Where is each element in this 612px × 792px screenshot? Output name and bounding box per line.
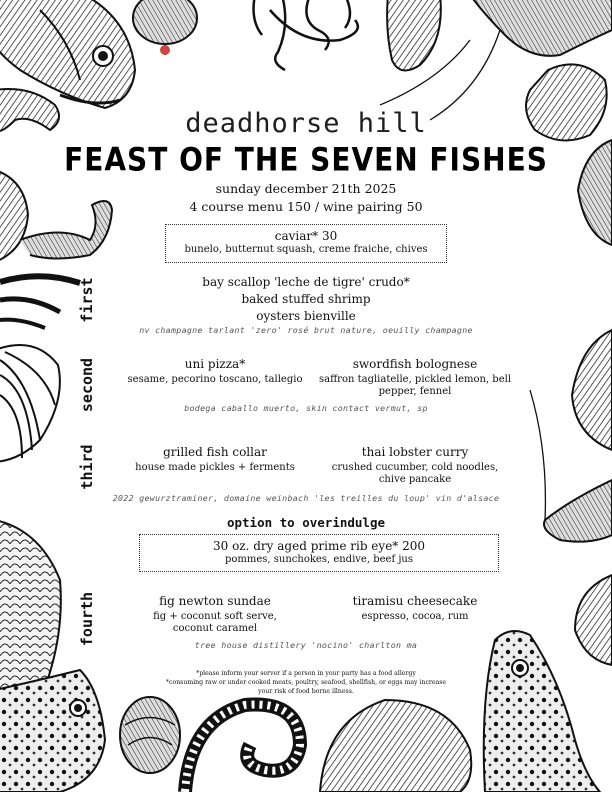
radish-illustration <box>133 0 197 55</box>
course-label-second: second <box>78 357 96 413</box>
first-dish-1: bay scallop 'leche de tigre' crudo* <box>202 275 410 289</box>
overindulge-heading: option to overindulge <box>226 515 386 530</box>
third-left-dish: grilled fish collar <box>163 445 267 459</box>
course-label-first: first <box>78 277 96 323</box>
fourth-left-dish: fig newton sundae <box>159 594 271 608</box>
course-label-third: third <box>78 444 96 490</box>
footnote-allergy: *please inform your server if a person in your party has a food allergy <box>196 670 416 677</box>
footnote-raw-warning-cont: your risk of food borne illness. <box>258 688 354 695</box>
third-wine-pairing: 2022 gewurztraminer, domaine weinbach 'les treilles du loup' vin d'alsace <box>112 493 500 503</box>
event-title: FEAST OF THE SEVEN FISHES <box>64 140 548 179</box>
octopus-illustration-bottom <box>185 705 300 792</box>
restaurant-name: deadhorse hill <box>185 108 427 139</box>
fish-illustration-left <box>0 520 105 792</box>
caviar-title: caviar* 30 <box>274 229 338 243</box>
fourth-right-description: espresso, cocoa, rum <box>361 611 469 622</box>
second-left-dish: uni pizza* <box>184 357 246 371</box>
first-wine-pairing: nv champagne tarlant 'zero' rosé brut nature, oeuilly champagne <box>139 325 473 335</box>
second-left-description: sesame, pecorino toscano, tallegio <box>127 374 303 385</box>
second-right-description: saffron tagliatelle, pickled lemon, bell pepper, fennel <box>318 374 512 397</box>
squid-illustration-top <box>254 0 358 70</box>
course-pricing: 4 course menu 150 / wine pairing 50 <box>189 199 423 214</box>
clam-illustration <box>120 697 180 773</box>
caviar-description: bunelo, butternut squash, creme fraiche, chives <box>184 244 428 255</box>
third-left-description: house made pickles + ferments <box>135 462 295 473</box>
overindulge-dish: 30 oz. dry aged prime rib eye* 200 <box>212 539 426 553</box>
event-date: sunday december 21th 2025 <box>215 181 397 196</box>
trout-illustration-bottom-right <box>484 631 600 792</box>
fourth-wine-pairing: tree house distillery 'nocino' charlton ma <box>194 640 418 650</box>
footnote-raw-warning: *consuming raw or under cooked meats, poultry, seafood, shellfish, or eggs may increase <box>165 679 447 686</box>
fourth-left-description: fig + coconut soft serve, coconut caramel <box>153 611 277 634</box>
overindulge-description: pommes, sunchokes, endive, beef jus <box>224 554 413 565</box>
third-right-description: crushed cucumber, cold noodles, chive pancake <box>331 462 499 485</box>
fourth-right-dish: tiramisu cheesecake <box>352 594 478 608</box>
course-label-fourth: fourth <box>78 591 96 647</box>
first-dish-3: oysters bienville <box>256 309 356 323</box>
oyster-illustration-bottom <box>320 700 471 792</box>
second-wine-pairing: bodega caballo muerto, skin contact vermut, sp <box>184 403 428 413</box>
first-dish-2: baked stuffed shrimp <box>241 292 371 306</box>
second-right-dish: swordfish bolognese <box>352 357 478 371</box>
third-right-dish: thai lobster curry <box>361 445 469 459</box>
